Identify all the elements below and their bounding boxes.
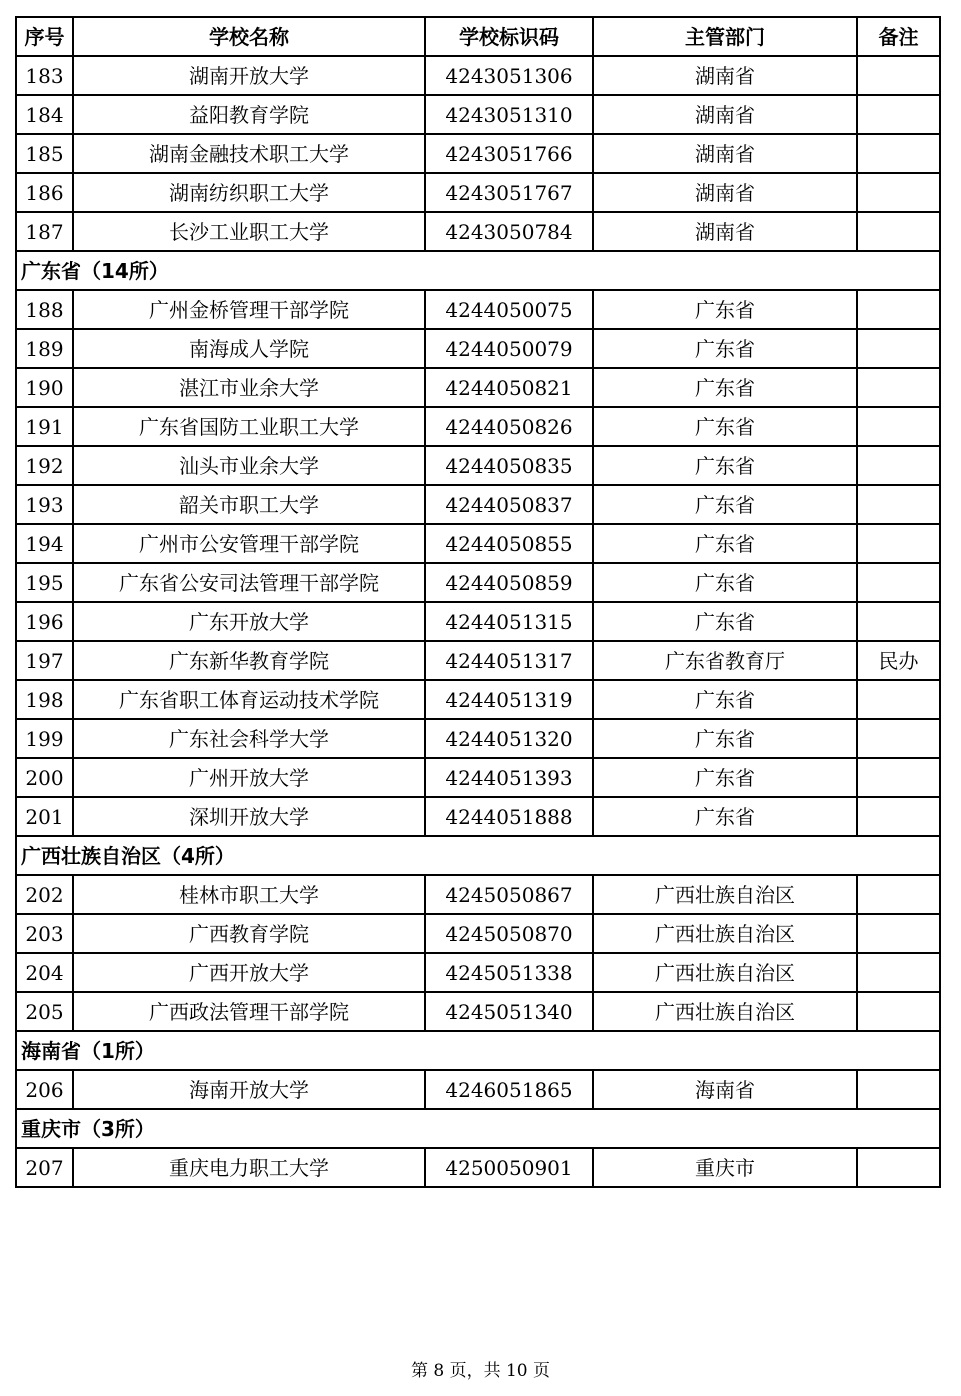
table-row xyxy=(16,290,940,329)
table-row xyxy=(16,992,940,1031)
row-department: 湖南省 xyxy=(593,134,857,173)
row-school-name: 广西教育学院 xyxy=(73,914,425,953)
section-header-row xyxy=(16,251,940,290)
table-row xyxy=(16,1148,940,1187)
row-school-code: 4244050079 xyxy=(425,329,593,368)
table-row xyxy=(16,485,940,524)
row-school-code: 4244050837 xyxy=(425,485,593,524)
table-row xyxy=(16,758,940,797)
table-row xyxy=(16,719,940,758)
row-school-code: 4244050826 xyxy=(425,407,593,446)
section-header-row xyxy=(16,836,940,875)
row-remarks: 民办 xyxy=(857,641,940,680)
row-school-name: 韶关市职工大学 xyxy=(73,485,425,524)
table-row xyxy=(16,680,940,719)
row-school-name: 汕头市业余大学 xyxy=(73,446,425,485)
row-index: 192 xyxy=(16,446,73,485)
row-remarks xyxy=(857,134,940,173)
row-remarks xyxy=(857,914,940,953)
row-school-code: 4244050855 xyxy=(425,524,593,563)
section-header-row xyxy=(16,1031,940,1070)
header-school-code: 学校标识码 xyxy=(425,17,593,56)
row-index: 205 xyxy=(16,992,73,1031)
row-index: 191 xyxy=(16,407,73,446)
row-index: 189 xyxy=(16,329,73,368)
row-remarks xyxy=(857,56,940,95)
row-remarks xyxy=(857,563,940,602)
row-school-name: 南海成人学院 xyxy=(73,329,425,368)
row-department: 广东省 xyxy=(593,602,857,641)
table-row xyxy=(16,797,940,836)
row-department: 广西壮族自治区 xyxy=(593,953,857,992)
table-row xyxy=(16,95,940,134)
row-school-name: 益阳教育学院 xyxy=(73,95,425,134)
row-index: 201 xyxy=(16,797,73,836)
row-index: 207 xyxy=(16,1148,73,1187)
row-index: 187 xyxy=(16,212,73,251)
table-row xyxy=(16,446,940,485)
school-table xyxy=(15,16,941,1188)
row-school-code: 4246051865 xyxy=(425,1070,593,1109)
row-department: 广西壮族自治区 xyxy=(593,992,857,1031)
row-index: 199 xyxy=(16,719,73,758)
row-school-code: 4244050821 xyxy=(425,368,593,407)
row-index: 204 xyxy=(16,953,73,992)
row-school-code: 4243051767 xyxy=(425,173,593,212)
header-remarks: 备注 xyxy=(857,17,940,56)
table-header xyxy=(16,17,940,56)
row-school-code: 4244051315 xyxy=(425,602,593,641)
row-school-name: 海南开放大学 xyxy=(73,1070,425,1109)
row-index: 188 xyxy=(16,290,73,329)
row-remarks xyxy=(857,173,940,212)
row-index: 197 xyxy=(16,641,73,680)
row-remarks xyxy=(857,602,940,641)
table-body xyxy=(16,56,940,1187)
row-index: 198 xyxy=(16,680,73,719)
row-department: 广东省 xyxy=(593,719,857,758)
row-index: 202 xyxy=(16,875,73,914)
table-row xyxy=(16,875,940,914)
header-index: 序号 xyxy=(16,17,73,56)
row-remarks xyxy=(857,680,940,719)
row-department: 广西壮族自治区 xyxy=(593,875,857,914)
section-title: 广东省（14所） xyxy=(16,251,940,290)
row-school-name: 湖南开放大学 xyxy=(73,56,425,95)
row-remarks xyxy=(857,992,940,1031)
row-remarks xyxy=(857,329,940,368)
row-school-code: 4245050867 xyxy=(425,875,593,914)
row-school-code: 4244050075 xyxy=(425,290,593,329)
row-index: 183 xyxy=(16,56,73,95)
row-department: 湖南省 xyxy=(593,56,857,95)
row-department: 广东省 xyxy=(593,524,857,563)
row-remarks xyxy=(857,407,940,446)
row-department: 湖南省 xyxy=(593,95,857,134)
row-department: 海南省 xyxy=(593,1070,857,1109)
header-school-name: 学校名称 xyxy=(73,17,425,56)
row-remarks xyxy=(857,953,940,992)
row-index: 195 xyxy=(16,563,73,602)
row-school-name: 湖南金融技术职工大学 xyxy=(73,134,425,173)
section-title: 重庆市（3所） xyxy=(16,1109,940,1148)
row-department: 广东省 xyxy=(593,563,857,602)
row-department: 广东省 xyxy=(593,758,857,797)
row-school-code: 4245050870 xyxy=(425,914,593,953)
row-school-code: 4245051338 xyxy=(425,953,593,992)
section-header-row xyxy=(16,1109,940,1148)
row-school-name: 广东开放大学 xyxy=(73,602,425,641)
row-index: 196 xyxy=(16,602,73,641)
row-remarks xyxy=(857,485,940,524)
row-index: 194 xyxy=(16,524,73,563)
row-remarks xyxy=(857,524,940,563)
row-school-name: 广州开放大学 xyxy=(73,758,425,797)
row-school-code: 4243051306 xyxy=(425,56,593,95)
row-school-name: 湛江市业余大学 xyxy=(73,368,425,407)
row-school-name: 深圳开放大学 xyxy=(73,797,425,836)
row-department: 广东省教育厅 xyxy=(593,641,857,680)
row-school-code: 4244050859 xyxy=(425,563,593,602)
row-school-code: 4243051766 xyxy=(425,134,593,173)
row-index: 185 xyxy=(16,134,73,173)
row-remarks xyxy=(857,1070,940,1109)
row-department: 湖南省 xyxy=(593,173,857,212)
row-school-name: 广西政法管理干部学院 xyxy=(73,992,425,1031)
table-row xyxy=(16,641,940,680)
row-school-code: 4243051310 xyxy=(425,95,593,134)
table-row xyxy=(16,173,940,212)
row-department: 广东省 xyxy=(593,680,857,719)
row-school-name: 长沙工业职工大学 xyxy=(73,212,425,251)
table-row xyxy=(16,524,940,563)
row-school-name: 广东省国防工业职工大学 xyxy=(73,407,425,446)
table-row xyxy=(16,56,940,95)
row-school-name: 重庆电力职工大学 xyxy=(73,1148,425,1187)
row-department: 重庆市 xyxy=(593,1148,857,1187)
row-remarks xyxy=(857,95,940,134)
row-school-name: 广东新华教育学院 xyxy=(73,641,425,680)
row-remarks xyxy=(857,797,940,836)
table-row xyxy=(16,329,940,368)
table-row xyxy=(16,602,940,641)
row-index: 193 xyxy=(16,485,73,524)
row-department: 广东省 xyxy=(593,485,857,524)
row-school-code: 4243050784 xyxy=(425,212,593,251)
table-row xyxy=(16,368,940,407)
row-school-name: 广东社会科学大学 xyxy=(73,719,425,758)
row-school-code: 4244051320 xyxy=(425,719,593,758)
row-index: 203 xyxy=(16,914,73,953)
row-department: 广西壮族自治区 xyxy=(593,914,857,953)
row-school-code: 4244050835 xyxy=(425,446,593,485)
row-index: 184 xyxy=(16,95,73,134)
row-index: 186 xyxy=(16,173,73,212)
row-school-code: 4244051393 xyxy=(425,758,593,797)
row-index: 200 xyxy=(16,758,73,797)
row-school-name: 广东省公安司法管理干部学院 xyxy=(73,563,425,602)
row-school-name: 桂林市职工大学 xyxy=(73,875,425,914)
row-department: 广东省 xyxy=(593,446,857,485)
table-row xyxy=(16,212,940,251)
row-remarks xyxy=(857,212,940,251)
row-remarks xyxy=(857,758,940,797)
row-school-code: 4245051340 xyxy=(425,992,593,1031)
table-row xyxy=(16,407,940,446)
row-department: 广东省 xyxy=(593,290,857,329)
row-school-code: 4250050901 xyxy=(425,1148,593,1187)
row-remarks xyxy=(857,1148,940,1187)
row-school-name: 广州市公安管理干部学院 xyxy=(73,524,425,563)
row-department: 广东省 xyxy=(593,329,857,368)
row-department: 广东省 xyxy=(593,368,857,407)
row-department: 广东省 xyxy=(593,407,857,446)
row-remarks xyxy=(857,719,940,758)
header-department: 主管部门 xyxy=(593,17,857,56)
row-index: 206 xyxy=(16,1070,73,1109)
table-row xyxy=(16,914,940,953)
row-school-name: 湖南纺织职工大学 xyxy=(73,173,425,212)
section-title: 海南省（1所） xyxy=(16,1031,940,1070)
header-row xyxy=(16,17,940,56)
row-school-code: 4244051888 xyxy=(425,797,593,836)
row-remarks xyxy=(857,290,940,329)
row-school-code: 4244051319 xyxy=(425,680,593,719)
row-school-code: 4244051317 xyxy=(425,641,593,680)
row-school-name: 广州金桥管理干部学院 xyxy=(73,290,425,329)
row-index: 190 xyxy=(16,368,73,407)
page-footer: 第 8 页，共 10 页 xyxy=(410,1361,551,1381)
table-row xyxy=(16,563,940,602)
table-row xyxy=(16,953,940,992)
row-remarks xyxy=(857,875,940,914)
row-department: 广东省 xyxy=(593,797,857,836)
row-department: 湖南省 xyxy=(593,212,857,251)
table-row xyxy=(16,134,940,173)
row-school-name: 广东省职工体育运动技术学院 xyxy=(73,680,425,719)
table-row xyxy=(16,1070,940,1109)
row-school-name: 广西开放大学 xyxy=(73,953,425,992)
section-title: 广西壮族自治区（4所） xyxy=(16,836,940,875)
row-remarks xyxy=(857,368,940,407)
row-remarks xyxy=(857,446,940,485)
